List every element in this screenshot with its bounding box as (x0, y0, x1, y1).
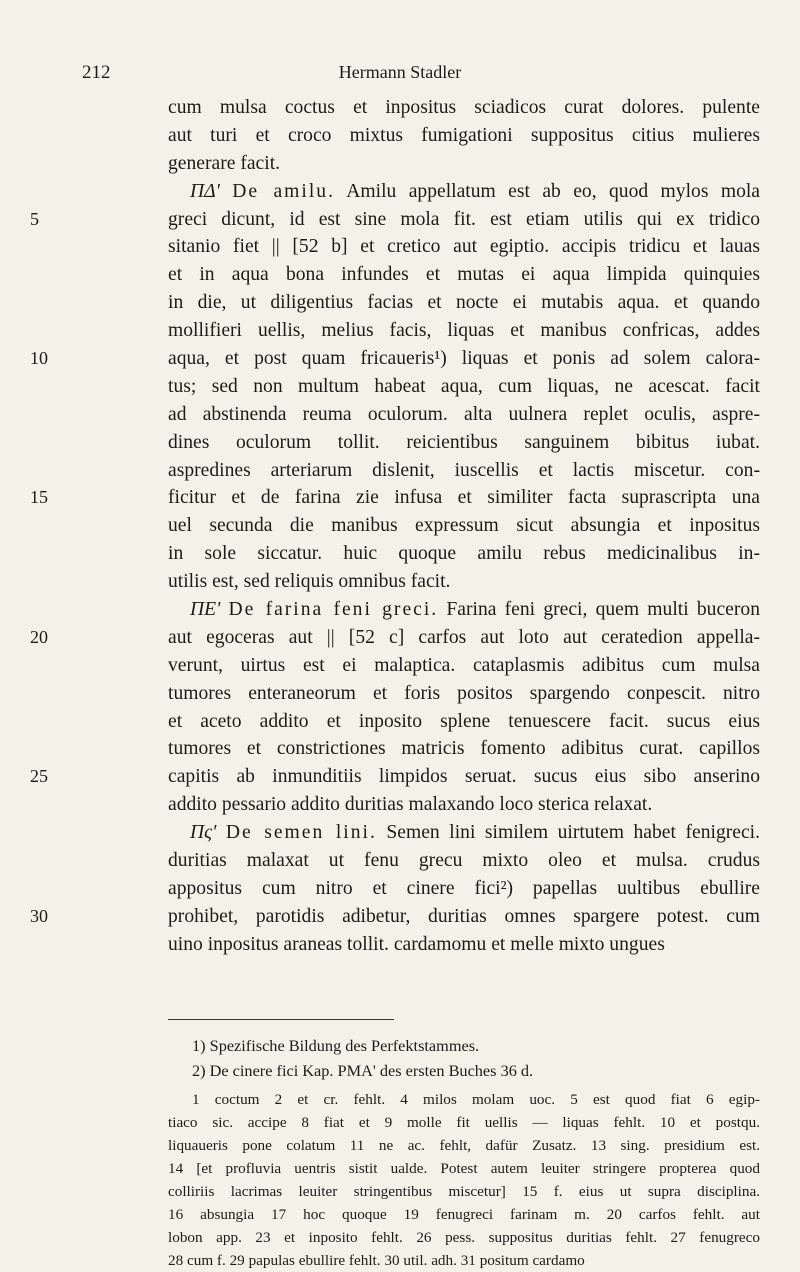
text-line (168, 680, 760, 708)
text-line (30, 763, 760, 791)
apparatus-line: 16 absungia 17 hoc quoque 19 fenugreci farinam m. 20 carfos fehlt. aut (168, 1206, 760, 1223)
line-text: uino inpositus araneas tollit. cardamomu et melle mixto ungues (168, 933, 665, 955)
page-number: 212 (82, 62, 111, 83)
chapter-title: De semen lini. (225, 822, 377, 844)
text-line (168, 847, 760, 875)
chapter-title: De amilu. (232, 180, 335, 202)
text-line (168, 652, 760, 680)
line-text: mollifieri uellis, melius facis, liquas et manibus confricas, addes (168, 320, 760, 342)
text-line (168, 94, 760, 122)
text-line (30, 624, 760, 652)
line-number: 10 (30, 348, 48, 369)
line-text: capitis ab inmunditiis limpidos seruat. sucus eius sibo anserino (168, 766, 760, 788)
line-text: ad abstinenda reuma oculorum. alta uulnera replet oculis, aspre- (168, 403, 760, 425)
text-line (168, 122, 760, 150)
chapter-number: ΠΔ' (190, 180, 220, 202)
line-text: in die, ut diligentius facias et nocte ei mutabis aqua. et quando (168, 292, 760, 314)
text-line (168, 568, 760, 596)
text-line (168, 401, 760, 429)
line-text: dines oculorum tollit. reicientibus sanguinem bibitus iubat. (168, 431, 760, 453)
line-text: appositus cum nitro et cinere fici²) papellas uultibus ebullire (168, 877, 760, 899)
chapter-number: Πς' (190, 822, 217, 844)
text-line (168, 708, 760, 736)
text-line (168, 596, 760, 624)
text-line (30, 345, 760, 373)
line-text: utilis est, sed reliquis omnibus facit. (168, 571, 451, 593)
line-text: uel secunda die manibus expressum sicut absungia et inpositus (168, 515, 760, 537)
line-text: generare facit. (168, 152, 281, 174)
text-line (168, 875, 760, 903)
line-text: Farina feni greci, quem multi buceron (438, 599, 760, 621)
text-line (168, 373, 760, 401)
text-line (30, 206, 760, 234)
text-line (168, 150, 760, 178)
text-line (168, 289, 760, 317)
text-line (168, 791, 760, 819)
footnotes (192, 1033, 760, 1083)
line-number: 25 (30, 766, 48, 787)
apparatus-line: tiaco sic. accipe 8 fiat et 9 molle fit uellis — liquas fehlt. 10 et postqu. (168, 1114, 760, 1131)
line-text: ficitur et de farina zie infusa et similiter facta suprascripta una (168, 487, 760, 509)
text-line (168, 735, 760, 763)
text-line (168, 261, 760, 289)
line-text: aut turi et croco mixtus fumigationi suppositus citius mulieres (168, 124, 760, 146)
line-number: 20 (30, 626, 48, 647)
apparatus-line: liquaueris pone colatum 11 ne ac. fehlt, dafür Zusatz. 13 sing. presidium est. (168, 1137, 760, 1154)
running-head: Hermann Stadler (338, 62, 462, 82)
line-text: tumores et constrictiones matricis fomento adibitus curat. capillos (168, 738, 760, 760)
chapter-number: ΠΕ' (190, 599, 221, 621)
text-line (168, 429, 760, 457)
line-text: verunt, uirtus est ei malaptica. cataplasmis adibitus cum mulsa (168, 654, 760, 676)
apparatus-line: 14 [et profluvia uentris sistit ualde. Potest autem leuiter stringere propterea quod (168, 1160, 760, 1177)
apparatus-line: 1 coctum 2 et cr. fehlt. 4 milos molam uoc. 5 est quod fiat 6 egip- (192, 1091, 760, 1108)
line-text: sitanio fiet || [52 b] et cretico aut egiptio. accipis tridicu et lauas (168, 236, 760, 258)
apparatus-line: 28 cum f. 29 papulas ebullire fehlt. 30 util. adh. 31 positum cardamo (168, 1252, 585, 1269)
line-text: tus; sed non multum habeat aqua, cum liquas, ne acescat. facit (168, 375, 760, 397)
text-line (168, 512, 760, 540)
footnote-rule (168, 1019, 394, 1020)
footnote: 2) De cinere fici Kap. ΡΜΑ' des ersten Buches 36 d. (192, 1061, 534, 1080)
line-text: in sole siccatur. huic quoque amilu rebus medicinalibus in- (168, 543, 760, 565)
text-line (168, 540, 760, 568)
text-line (168, 233, 760, 261)
line-number: 30 (30, 905, 48, 926)
text-line (168, 457, 760, 485)
critical-apparatus (168, 1088, 760, 1272)
line-text: Amilu appellatum est ab eo, quod mylos mola (334, 180, 761, 202)
line-text: aqua, et post quam fricaueris¹) liquas et ponis ad solem calora- (168, 348, 760, 370)
line-text: duritias malaxat ut fenu grecu mixto oleo et mulsa. crudus (168, 850, 760, 872)
line-text: et aceto addito et inposito splene tenuescere facit. sucus eius (168, 710, 760, 732)
line-text: Semen lini similem uirtutem habet fenigreci. (376, 822, 761, 844)
line-text: greci dicunt, id est sine mola fit. est etiam utilis qui ex tridico (168, 208, 760, 230)
main-text (30, 94, 761, 959)
line-text: et in aqua bona infundes et mutas ei aqua limpida quinquies (168, 264, 760, 286)
line-number: 5 (30, 208, 39, 229)
apparatus-line: colliriis lacrimas leuiter stringentibus miscetur] 15 f. eius ut supra disciplina. (168, 1183, 760, 1200)
text-line (30, 484, 760, 512)
text-line (168, 317, 760, 345)
line-text: addito pessario addito duritias malaxando loco sterica relaxat. (168, 794, 653, 816)
line-text: aut egoceras aut || [52 c] carfos aut loto aut ceratedion appella- (168, 626, 760, 648)
footnote: 1) Spezifische Bildung des Perfektstammes. (192, 1036, 480, 1055)
line-text: prohibet, parotidis adibetur, duritias omnes spargere potest. cum (168, 905, 760, 927)
apparatus-line: lobon app. 23 et inposito fehlt. 26 pess. suppositus duritias fehlt. 27 fenugreco (168, 1229, 760, 1246)
line-text: cum mulsa coctus et inpositus sciadicos curat dolores. pulente (168, 97, 760, 118)
chapter-title: De farina feni greci. (228, 599, 439, 621)
text-line (30, 903, 760, 931)
line-number: 15 (30, 487, 48, 508)
text-line (168, 178, 760, 206)
text-line (168, 819, 760, 847)
line-text: aspredines arteriarum dislenit, iuscellis et lactis miscetur. con- (168, 459, 760, 481)
line-text: tumores enteraneorum et foris positos spargendo conpescit. nitro (168, 682, 760, 704)
text-line (168, 931, 760, 959)
